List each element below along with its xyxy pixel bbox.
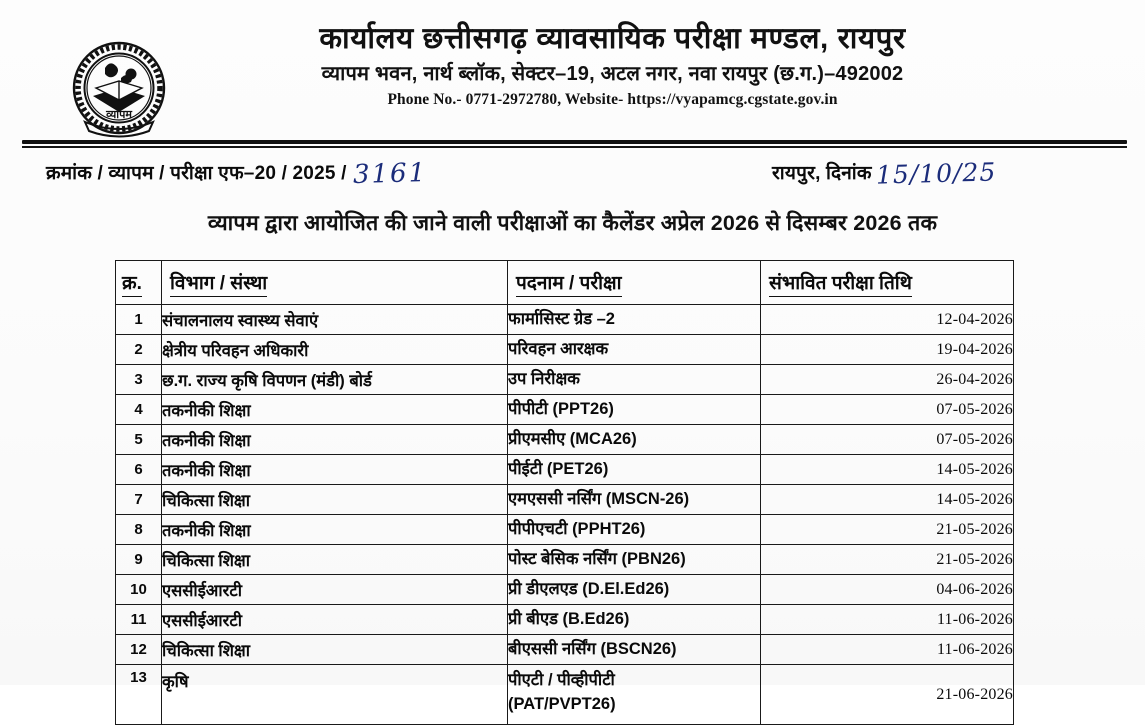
table-row	[116, 665, 1014, 725]
org-title: कार्यालय छत्तीसगढ़ व्यावसायिक परीक्षा मण्डल, रायपुर	[319, 22, 906, 55]
vyapam-seal-icon	[63, 38, 175, 143]
place-date-group	[772, 156, 997, 190]
header-divider	[22, 140, 1127, 150]
row-serial-number: 3	[116, 365, 162, 395]
column-header-department-label: विभाग / संस्था	[170, 269, 267, 297]
table-row	[116, 365, 1014, 395]
row-serial-number: 2	[116, 335, 162, 365]
column-header-date-label: संभावित परीक्षा तिथि	[769, 269, 912, 297]
exam-calendar-table	[115, 260, 1014, 725]
table-row	[116, 515, 1014, 545]
row-exam-name: पीपीटी (PPT26)	[508, 395, 761, 425]
table-row	[116, 545, 1014, 575]
row-serial-number: 11	[116, 605, 162, 635]
table-row	[116, 305, 1014, 335]
row-exam-date: 14-05-2026	[761, 485, 1014, 515]
table-header	[116, 261, 1014, 305]
table-row	[116, 485, 1014, 515]
row-serial-number: 7	[116, 485, 162, 515]
row-department: कृषि	[162, 665, 508, 725]
row-exam-date: 11-06-2026	[761, 635, 1014, 665]
column-header-department	[162, 261, 508, 305]
row-department: चिकित्सा शिक्षा	[162, 545, 508, 575]
document-subject-title: व्यापम द्वारा आयोजित की जाने वाली परीक्षाओं का कैलेंडर अप्रेल 2026 से दिसम्बर 2026 तक	[207, 211, 938, 235]
row-department: एससीईआरटी	[162, 605, 508, 635]
table-header-row	[116, 261, 1014, 305]
row-exam-date: 26-04-2026	[761, 365, 1014, 395]
seal-caption: व्यापम	[106, 108, 132, 121]
reference-label: क्रमांक / व्यापम / परीक्षा एफ–20 / 2025 /	[46, 163, 347, 184]
column-header-serial-label: क्र.	[122, 269, 142, 297]
row-exam-name: उप निरीक्षक	[508, 365, 761, 395]
table-row	[116, 455, 1014, 485]
row-department: चिकित्सा शिक्षा	[162, 485, 508, 515]
row-exam-name-line2: (PAT/PVPT26)	[508, 694, 616, 713]
row-serial-number: 13	[116, 665, 162, 725]
row-serial-number: 6	[116, 455, 162, 485]
place-date-label: रायपुर, दिनांक	[772, 163, 872, 184]
row-exam-date: 21-05-2026	[761, 545, 1014, 575]
table-row	[116, 335, 1014, 365]
column-header-exam	[508, 261, 761, 305]
divider-thin-line	[22, 146, 1127, 148]
row-exam-name: पोस्ट बेसिक नर्सिंग (PBN26)	[508, 545, 761, 575]
column-header-serial	[116, 261, 162, 305]
row-exam-name: प्री डीएलएड (D.El.Ed26)	[508, 575, 761, 605]
row-serial-number: 9	[116, 545, 162, 575]
row-exam-date: 19-04-2026	[761, 335, 1014, 365]
row-serial-number: 12	[116, 635, 162, 665]
table-row	[116, 575, 1014, 605]
row-serial-number: 1	[116, 305, 162, 335]
column-header-date	[761, 261, 1014, 305]
row-department: तकनीकी शिक्षा	[162, 455, 508, 485]
exam-calendar-table-container	[115, 260, 1013, 725]
row-exam-name: प्रीएमसीए (MCA26)	[508, 425, 761, 455]
row-exam-date: 12-04-2026	[761, 305, 1014, 335]
reference-number-handwritten: 3161	[352, 158, 428, 190]
org-contact: Phone No.- 0771-2972780, Website- https://vyapamcg.cgstate.gov.in	[387, 90, 838, 108]
row-exam-date: 21-06-2026	[761, 665, 1014, 725]
table-row	[116, 605, 1014, 635]
row-exam-name: पीईटी (PET26)	[508, 455, 761, 485]
row-exam-name: परिवहन आरक्षक	[508, 335, 761, 365]
row-department: एससीईआरटी	[162, 575, 508, 605]
org-address: व्यापम भवन, नार्थ ब्लॉक, सेक्टर–19, अटल नगर, नवा रायपुर (छ.ग.)–492002	[321, 62, 904, 85]
reference-line	[0, 156, 1145, 190]
row-department: संचालनालय स्वास्थ्य सेवाएं	[162, 305, 508, 335]
row-serial-number: 5	[116, 425, 162, 455]
row-exam-name: पीपीएचटी (PPHT26)	[508, 515, 761, 545]
row-exam-date: 04-06-2026	[761, 575, 1014, 605]
column-header-exam-label: पदनाम / परीक्षा	[516, 269, 622, 297]
row-exam-date: 14-05-2026	[761, 455, 1014, 485]
row-exam-name: बीएससी नर्सिंग (BSCN26)	[508, 635, 761, 665]
row-exam-name-line1: पीएटी / पीव्हीपीटी	[508, 671, 615, 689]
row-department: तकनीकी शिक्षा	[162, 515, 508, 545]
row-serial-number: 4	[116, 395, 162, 425]
row-exam-name: एमएससी नर्सिंग (MSCN-26)	[508, 485, 761, 515]
row-exam-name	[508, 665, 761, 725]
row-department: तकनीकी शिक्षा	[162, 425, 508, 455]
divider-thick-line	[22, 140, 1127, 144]
date-handwritten: 15/10/25	[875, 157, 997, 190]
row-serial-number: 8	[116, 515, 162, 545]
row-exam-date: 07-05-2026	[761, 395, 1014, 425]
row-exam-name: प्री बीएड (B.Ed26)	[508, 605, 761, 635]
row-exam-date: 11-06-2026	[761, 605, 1014, 635]
reference-number-group	[46, 156, 428, 190]
row-exam-date: 07-05-2026	[761, 425, 1014, 455]
row-serial-number: 10	[116, 575, 162, 605]
row-department: तकनीकी शिक्षा	[162, 395, 508, 425]
table-row	[116, 425, 1014, 455]
row-department: क्षेत्रीय परिवहन अधिकारी	[162, 335, 508, 365]
letterhead	[0, 0, 1145, 121]
table-row	[116, 635, 1014, 665]
table-body	[116, 305, 1014, 725]
row-department: चिकित्सा शिक्षा	[162, 635, 508, 665]
row-exam-date: 21-05-2026	[761, 515, 1014, 545]
row-exam-name: फार्मासिस्ट ग्रेड –2	[508, 305, 761, 335]
table-row	[116, 395, 1014, 425]
row-department: छ.ग. राज्य कृषि विपणन (मंडी) बोर्ड	[162, 365, 508, 395]
